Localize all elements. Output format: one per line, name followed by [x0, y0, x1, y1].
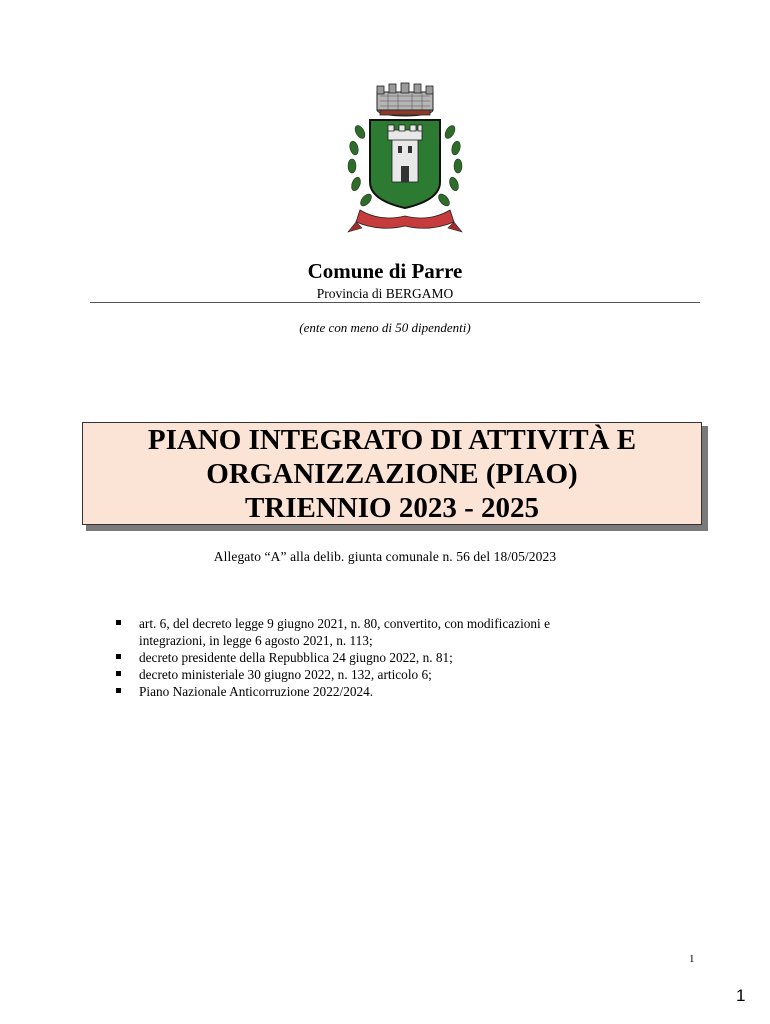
- list-item: [114, 666, 674, 683]
- legal-references-list: [114, 615, 674, 700]
- list-item: [114, 615, 674, 649]
- title-line: ORGANIZZAZIONE (PIAO): [206, 457, 578, 490]
- list-item-text: art. 6, del decreto legge 9 giugno 2021, n. 80, convertito, con modificazioni e: [139, 616, 550, 631]
- square-bullet-icon: [116, 654, 121, 659]
- list-item-text: Piano Nazionale Anticorruzione 2022/2024.: [139, 684, 374, 699]
- list-item: [114, 683, 674, 700]
- viewer-page-number: 1: [736, 986, 746, 1005]
- attachment-note: Allegato “A” alla delib. giunta comunale n. 56 del 18/05/2023: [213, 549, 557, 564]
- coat-of-arms-icon: [340, 82, 470, 238]
- square-bullet-icon: [116, 688, 121, 693]
- title-line: PIANO INTEGRATO DI ATTIVITÀ E: [147, 423, 637, 456]
- square-bullet-icon: [116, 671, 121, 676]
- header-divider: [90, 302, 700, 303]
- list-item-text: integrazioni, in legge 6 agosto 2021, n. 113;: [139, 633, 373, 648]
- municipality-name: Comune di Parre: [307, 259, 463, 283]
- square-bullet-icon: [116, 620, 121, 625]
- document-title-box: [82, 422, 702, 525]
- page-number: 1: [689, 953, 695, 965]
- list-item-text: decreto presidente della Repubblica 24 giugno 2022, n. 81;: [139, 650, 453, 665]
- list-item-text: decreto ministeriale 30 giugno 2022, n. 132, articolo 6;: [139, 667, 432, 682]
- entity-note: (ente con meno di 50 dipendenti): [299, 320, 471, 335]
- province-name: Provincia di BERGAMO: [316, 286, 454, 301]
- list-item: [114, 649, 674, 666]
- title-line: TRIENNIO 2023 - 2025: [244, 491, 540, 524]
